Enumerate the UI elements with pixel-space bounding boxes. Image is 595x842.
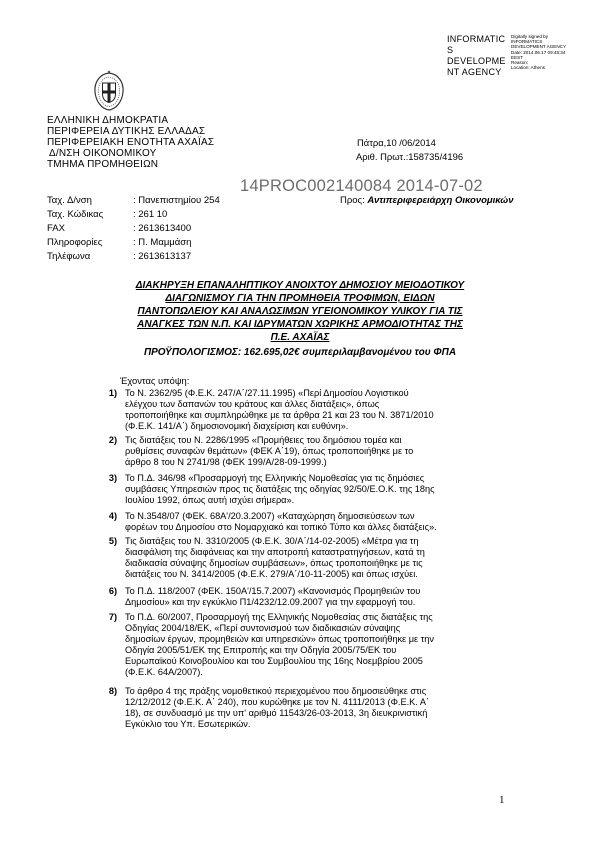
item-line: Ευρωπαϊκού Κοινοβουλίου και του Συμβουλίου της 16ης Νοεμβρίου 2005 [125, 656, 423, 666]
item-line: Οδηγία 2005/51/ΕΚ της Επιτροπής και την Οδηγία 2005/75/ΕΚ του [125, 645, 397, 655]
recipient-name: Αντιπεριφερειάρχη Οικονομικών [367, 195, 514, 206]
signature-detail-line: EEST [511, 54, 523, 60]
document-title-line: Π.Ε. ΑΧΑΪΑΣ [270, 332, 330, 343]
contact-value: : 2613613400 [133, 223, 192, 234]
document-title-line: ΔΙΑΓΩΝΙΣΜΟΥ ΓΙΑ ΤΗΝ ΠΡΟΜΗΘΕΙΑ ΤΡΟΦΙΜΩΝ, ΕΙΔΩΝ [165, 293, 435, 304]
item-line: Το Π.Δ. 60/2007, Προσαρμογή της Ελληνικής Νομοθεσίας στις διατάξεις της [125, 612, 433, 622]
item-line: διασφάλιση της διαφάνειας και την αποτροπή καταστρατηγήσεων, κατά τη [125, 547, 425, 557]
item-number: 3) [108, 473, 117, 483]
item-line: (Φ.Ε.Κ. 64Α/2007). [125, 667, 203, 677]
header-line: ΠΕΡΙΦΕΡΕΙΑ ΔΥΤΙΚΗΣ ΕΛΛΑΔΑΣ [47, 126, 206, 137]
item-line: Τις διατάξεις του Ν. 3310/2005 (Φ.Ε.Κ. 30/Α΄/14-02-2005) «Μέτρα για τη [125, 536, 419, 546]
digital-signature-name [447, 34, 506, 78]
signature-detail-line: DEVELOPMENT AGENCY [511, 44, 567, 50]
place-date: Πάτρα,10 /06/2014 [357, 137, 436, 148]
greek-emblem-icon [90, 70, 128, 112]
document-title-line: ΠΑΝΤΟΠΩΛΕΙΟΥ ΚΑΙ ΑΝΑΛΩΣΙΜΩΝ ΥΓΕΙΟΝΟΜΙΚΟΥ ΥΛΙΚΟΥ ΓΙΑ ΤΙΣ [137, 306, 463, 317]
signature-name-line: S [447, 45, 454, 55]
header-line: ΕΛΛΗΝΙΚΗ ΔΗΜΟΚΡΑΤΙΑ [47, 115, 169, 126]
item-line: 12/12/2012 (Φ.Ε.Κ. Α΄ 240), που κυρώθηκε με τον Ν. 4111/2013 (Φ.Ε.Κ. Α΄ [125, 697, 430, 707]
item-line: Τις διατάξεις του Ν. 2286/1995 «Προμήθειες του δημόσιου τομέα και [125, 435, 402, 445]
item-line: φορέων του Δημοσίου στο Νομαρχιακό και τοπικό Τύπο και άλλες διατάξεις». [125, 522, 437, 532]
item-line: Το άρθρο 4 της πράξης νομοθετικού περιεχομένου που δημοσιεύθηκε στις [125, 686, 427, 696]
contact-label: Πληροφορίες [47, 237, 103, 248]
contact-value: : 2613613137 [133, 251, 192, 262]
item-number: 1) [108, 388, 117, 398]
signature-detail-line: Location: Athens [511, 65, 545, 71]
page-number: 1 [499, 794, 505, 806]
signature-detail-line: INFORMATICS [511, 39, 543, 45]
contact-label: Τηλέφωνα [47, 251, 91, 262]
signature-detail-line: Reason: [511, 60, 529, 66]
signature-name-line: NT AGENCY [447, 67, 502, 77]
document-title-line: ΑΝΑΓΚΕΣ ΤΩΝ Ν.Π. ΚΑΙ ΙΔΡΥΜΑΤΩΝ ΧΩΡΙΚΗΣ ΑΡΜΟΔΙΟΤΗΤΑΣ ΤΗΣ [137, 319, 463, 330]
contact-label: Ταχ. Δ/νση [47, 195, 92, 206]
recipient [340, 195, 514, 206]
recipient-prefix: Προς: [340, 195, 368, 206]
item-line: διαδικασία σύναψης δημοσίων συμβάσεων», όπως τροποποιήθηκε με τις [125, 558, 423, 568]
contact-value: : Π. Μαμμάση [133, 237, 192, 248]
item-line: Δημοσίου» και την εγκύκλιο Π1/4232/12.09.2007 για την εφαρμογή του. [125, 597, 416, 607]
item-number: 8) [108, 686, 117, 696]
item-line: Το Π.Δ. 346/98 «Προσαρμογή της Ελληνικής Νομοθεσίας για τις δημόσιες [125, 473, 425, 483]
signature-name-line: DEVELOPME [447, 56, 506, 66]
item-line: ελέγχου των δαπανών του κράτους και άλλες διατάξεις», όπως [125, 399, 380, 409]
registry-stamp: 14PROC002140084 2014-07-02 [240, 177, 483, 195]
signature-name-line: INFORMATIC [447, 34, 506, 44]
item-line: Ιουλίου 1992, όπως αυτή ισχύει σήμερα». [125, 495, 295, 505]
signature-detail-line: Digitally signed by [511, 34, 549, 39]
contact-label: FAX [47, 223, 65, 234]
contact-value: : 261 10 [133, 209, 168, 220]
item-line: ρυθμίσεις συναφών θεμάτων» (ΦΕΚ Α΄19), όπως τροποποιήθηκε με το [125, 446, 414, 456]
item-line: τροποποιήθηκε και συμπληρώθηκε με τα άρθρα 21 και 23 του Ν. 3871/2010 [125, 410, 434, 420]
protocol-number: Αριθ. Πρωτ.:158735/4196 [356, 151, 464, 162]
header-line: ΤΜΗΜΑ ΠΡΟΜΗΘΕΙΩΝ [47, 159, 159, 170]
item-line: 18), σε συνδυασμό με την υπ' αριθμό 11543/26-03-2013, 3η διευκρινιστική [125, 708, 428, 718]
contact-label: Ταχ. Κώδικας [47, 209, 104, 220]
header-line: ΠΕΡΙΦΕΡΕΙΑΚΗ ΕΝΟΤΗΤΑ ΑΧΑΪΑΣ [47, 137, 215, 148]
budget-line: ΠΡΟΫΠΟΛΟΓΙΣΜΟΣ: 162.695,02€ συμπεριλαμβανομένου του ΦΠΑ [143, 347, 457, 358]
header-line: Δ/ΝΣΗ ΟΙΚΟΝΟΜΙΚΟΥ [49, 148, 157, 159]
document-title-line: ΔΙΑΚΗΡΥΞΗ ΕΠΑΝΑΛΗΠΤΙΚΟΥ ΑΝΟΙΧΤΟΥ ΔΗΜΟΣΙΟΥ ΜΕΙΟΔΟΤΙΚΟΥ [135, 280, 465, 291]
intro-text: Έχοντας υπόψη: [120, 375, 190, 386]
contact-value: : Πανεπιστημίου 254 [133, 195, 220, 206]
item-line: δημοσίων έργων, προμηθειών και υπηρεσιών» όπως τροποποιήθηκε με την [125, 634, 434, 644]
item-line: διατάξεις του Ν. 3414/2005 (Φ.Ε.Κ. 279/Α΄/10-11-2005) και όπως ισχύει. [125, 569, 418, 579]
item-line: άρθρο 8 του Ν 2741/98 (ΦΕΚ 199/Α/28-09-1999.) [125, 457, 327, 467]
item-number: 6) [108, 586, 117, 596]
item-line: Το Ν.3548/07 (ΦΕΚ. 68Α'/20.3.2007) «Καταχώρηση δημοσιεύσεων των [125, 511, 415, 521]
item-line: Οδηγίας 2004/18/ΕΚ, «Περί συντονισμού των διαδικασιών σύναψης [125, 623, 401, 633]
item-line: (Φ.Ε.Κ. 141/Α΄) δημοσιονομική διαχείριση και ευθύνη». [125, 421, 349, 431]
item-line: Το Ν. 2362/95 (Φ.Ε.Κ. 247/Α΄/27.11.1995) «Περί Δημοσίου Λογιστικού [125, 388, 409, 398]
signature-detail-line: Date: 2014.06.17 09:45:34 [511, 49, 566, 55]
item-number: 2) [108, 435, 117, 445]
digital-signature-details [511, 34, 566, 70]
item-line: Εγκύκλιο του Υπ. Εσωτερικών. [125, 719, 251, 729]
item-line: συμβάσεις Υπηρεσιών προς τις διατάξεις της οδηγίας 92/50/Ε.Ο.Κ. της 18ης [125, 484, 435, 494]
item-number: 7) [108, 612, 117, 622]
item-number: 5) [108, 536, 117, 546]
item-line: Το Π.Δ. 118/2007 (ΦΕΚ. 150Α'/15.7.2007) «Κανονισμός Προμηθειών του [125, 586, 421, 596]
item-number: 4) [108, 511, 117, 521]
